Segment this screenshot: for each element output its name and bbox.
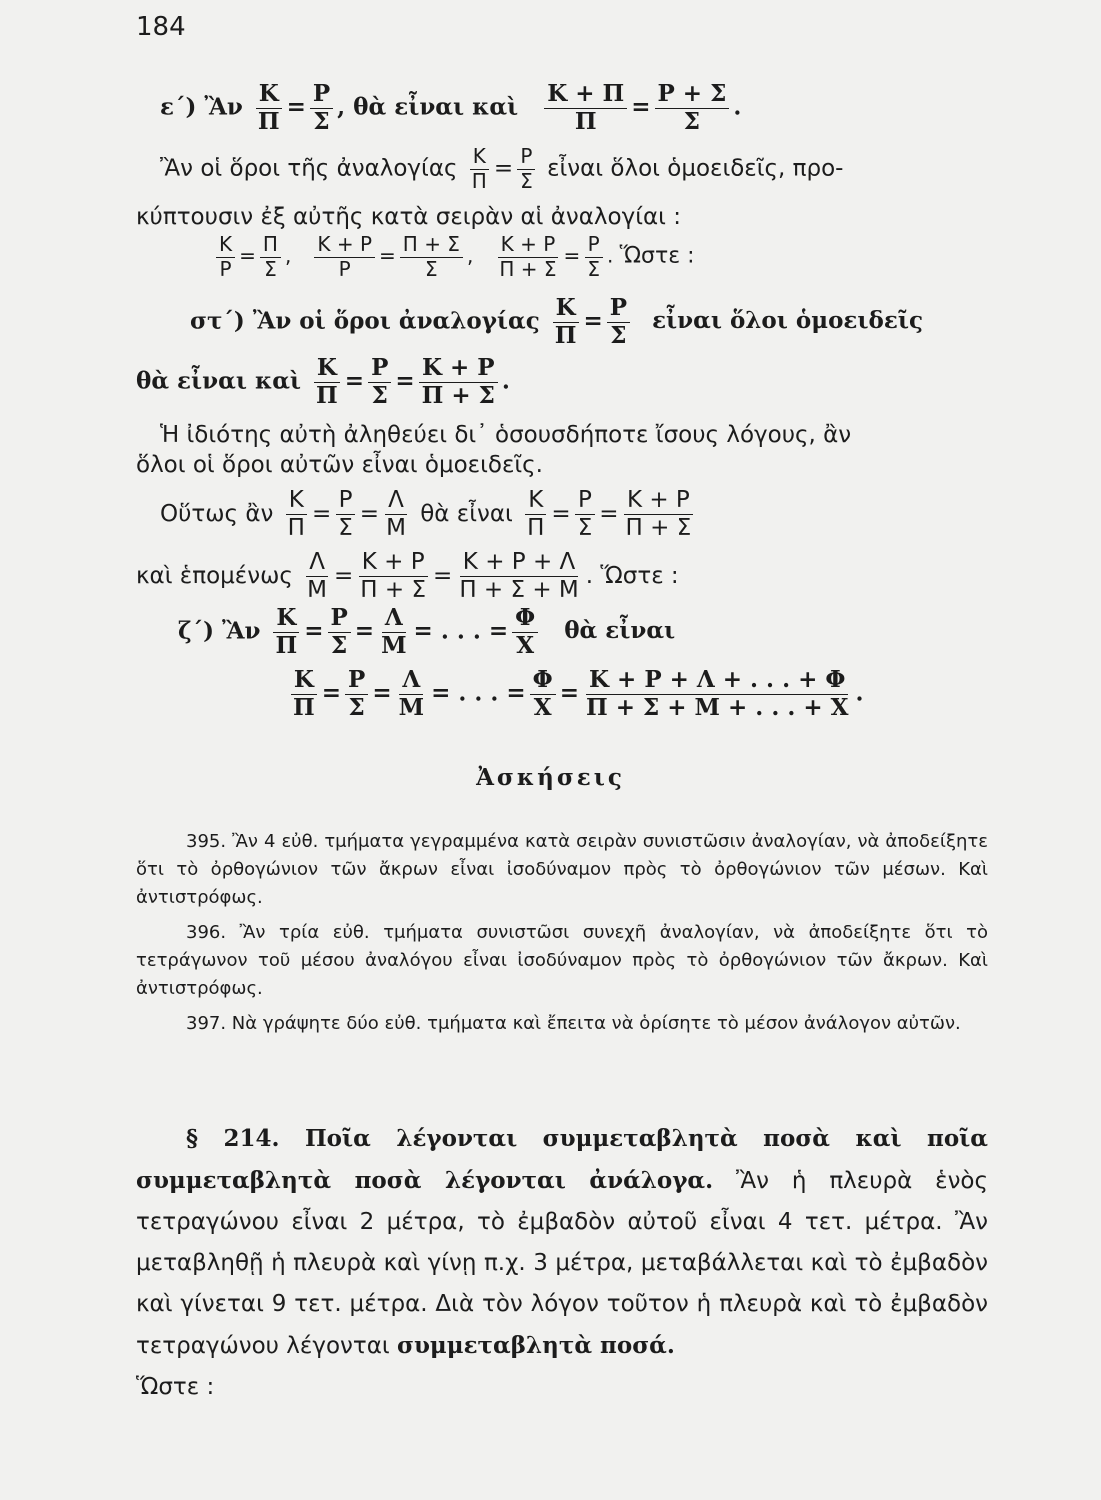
- numerator: Ρ: [517, 146, 535, 170]
- fraction: [584, 234, 603, 280]
- denominator: Σ: [610, 321, 627, 349]
- denominator: Χ: [516, 631, 535, 659]
- denominator: Μ: [381, 631, 407, 659]
- denominator: Σ: [520, 168, 533, 193]
- fraction: [583, 668, 851, 721]
- denominator: Χ: [533, 693, 552, 721]
- section-bold-term: συμμεταβλητὰ ποσά.: [396, 1332, 675, 1359]
- fraction: [345, 668, 368, 721]
- exercise-text: 395. Ἂν 4 εὐθ. τμήματα γεγραμμένα κατὰ σειρὰν συνιστῶσιν ἀναλογίαν, νὰ ἀποδείξητε ὅτι τὸ ὀρθογώνιον τῶν ἄκρων εἶναι ἰσοδύναμον πρὸς τὸ ὀρθογώνιον τῶν μέσων. Καὶ ἀντιστρόφως.: [136, 831, 988, 908]
- fraction: [255, 82, 283, 135]
- fraction: [419, 356, 498, 409]
- fraction: [272, 606, 300, 659]
- denominator: Π: [275, 631, 298, 659]
- rule-epsilon-label: ε΄) Ἂν: [160, 93, 243, 121]
- fraction: [456, 550, 581, 603]
- text-run: θὰ εἶναι: [420, 500, 513, 527]
- numerator: Π + Σ: [400, 234, 463, 258]
- numerator: Ρ: [336, 488, 356, 515]
- numerator: Ρ + Σ: [655, 82, 730, 109]
- numerator: Φ: [512, 606, 538, 633]
- fraction: [530, 668, 556, 721]
- denominator: Σ: [683, 107, 701, 135]
- rule-epsilon-text: , θὰ εἶναι καὶ: [337, 93, 519, 121]
- denominator: Σ: [577, 514, 593, 541]
- denominator: Μ: [398, 693, 425, 721]
- denominator: Π: [574, 107, 597, 135]
- period: .: [733, 93, 742, 121]
- rule-epsilon: [160, 82, 1010, 135]
- equation-row: $\frac{K}{P}$ = $\frac{\Pi}{\Sigma}$ , $\frac{K + P}{P}$ = $\frac{\Pi + \Sigma}{\Sigma}$ , $\frac{K + P}{\Pi + \Sigma}$ = $\frac{P}{\Sigma}$ . Ὥστε :: [212, 234, 1062, 280]
- numerator: Ρ: [575, 488, 595, 515]
- text-run: Ὥστε :: [619, 243, 695, 269]
- fraction: [285, 488, 308, 541]
- numerator: Κ: [553, 296, 579, 323]
- text-line: κύπτουσιν ἐξ αὐτῆς κατὰ σειρὰν αἱ ἀναλογίαι :: [136, 204, 681, 230]
- fraction: [357, 550, 429, 603]
- fraction: [512, 606, 538, 659]
- denominator: Σ: [425, 256, 438, 281]
- text-line: ὅλοι οἱ ὅροι αὐτῶν εἶναι ὁμοειδεῖς.: [136, 452, 543, 478]
- text-run: εἶναι ὅλοι ὁμοειδεῖς: [652, 307, 923, 335]
- denominator: Π: [293, 693, 315, 721]
- section-title: § 214. Ποῖα λέγονται συμμεταβλητὰ ποσὰ καὶ ποῖα συμμεταβλητὰ ποσὰ λέγονται ἀνάλογα.: [136, 1125, 988, 1194]
- numerator: Λ: [385, 488, 407, 515]
- fraction: [400, 234, 463, 280]
- numerator: Ρ: [368, 356, 391, 383]
- text-run: καὶ ἑπομένως: [136, 562, 293, 589]
- numerator: Φ: [530, 668, 556, 695]
- denominator: Π + Σ + Μ + . . . + Χ: [586, 693, 849, 721]
- denominator: Σ: [587, 256, 600, 281]
- denominator: Ρ: [219, 256, 232, 281]
- numerator: Κ: [273, 606, 299, 633]
- fraction: [378, 606, 409, 659]
- fraction: [304, 550, 330, 603]
- numerator: Κ: [216, 234, 235, 258]
- text-run: θὰ εἶναι: [564, 617, 676, 645]
- fraction: [552, 296, 580, 349]
- exercise-text: 396. Ἂν τρία εὐθ. τμήματα συνιστῶσι συνεχῆ ἀναλογίαν, νὰ ἀποδείξητε ὅτι τὸ τετράγωνον τοῦ μέσου ἀναλόγου εἶναι ἰσοδύναμον πρὸς τὸ ὀρθογώνιον τῶν ἄκρων. Καὶ ἀντιστρόφως.: [136, 922, 988, 999]
- section-214: [136, 1118, 988, 1408]
- equation-row: Οὕτως ἂν $\frac{K}{\Pi}$ = $\frac{P}{\Sigma}$ = $\frac{\Lambda}{M}$ θὰ εἶναι $\frac{K}{\Pi}$ = $\frac{P}{\Sigma}$ = $\frac{K + P}{\Pi + \Sigma}$: [160, 488, 1010, 541]
- denominator: Π: [316, 381, 338, 409]
- denominator: Π: [287, 514, 305, 541]
- numerator: Κ + Ρ: [419, 356, 498, 383]
- section-body: Ἂν ἡ πλευρὰ ἑνὸς τετραγώνου εἶναι 2 μέτρα, τὸ ἐμβαδὸν αὐτοῦ εἶναι 4 τετ. μέτρα. Ἂν μεταβληθῇ ἡ πλευρὰ καὶ γίνῃ π.χ. 3 μέτρα, μεταβάλλεται καὶ τὸ ἐμβαδὸν καὶ γίνεται 9 τετ. μέτρα. Διὰ τὸν λόγον τοῦτον ἡ πλευρὰ καὶ τὸ ἐμβαδὸν τετραγώνου λέγονται: [136, 1168, 988, 1359]
- equation-row: καὶ ἑπομένως $\frac{\Lambda}{M}$ = $\frac{K + P}{\Pi + \Sigma}$ = $\frac{K + P + \Lambda}{\Pi + \Sigma + M}$ . Ὥστε :: [136, 549, 679, 603]
- denominator: Μ: [386, 514, 406, 541]
- fraction: [383, 488, 409, 541]
- denominator: Π: [527, 514, 545, 541]
- numerator: Λ: [382, 606, 406, 633]
- denominator: Σ: [331, 631, 348, 659]
- fraction: [517, 146, 536, 192]
- exercise-395: [136, 828, 988, 912]
- exercise-text: 397. Νὰ γράψητε δύο εὐθ. τμήματα καὶ ἔπειτα νὰ ὁρίσητε τὸ μέσον ἀνάλογον αὐτῶν.: [186, 1013, 961, 1034]
- text-run: Ἂν οἱ ὅροι τῆς ἀναλογίας: [160, 155, 458, 182]
- fraction: [260, 234, 281, 280]
- fraction: [310, 82, 333, 135]
- numerator: Ρ: [310, 82, 333, 109]
- text-paragraph: Ἂν οἱ ὅροι τῆς ἀναλογίας $\frac{K}{\Pi}$ = $\frac{P}{\Sigma}$ εἶναι ὅλοι ὁμοειδεῖς, προ-: [160, 144, 844, 193]
- rule-st: στ΄) Ἂν οἱ ὅροι ἀναλογίας $\frac{K}{\Pi}$ = $\frac{P}{\Sigma}$ εἶναι ὅλοι ὁμοειδεῖς: [190, 294, 923, 349]
- numerator: Κ + Ρ: [359, 550, 428, 577]
- numerator: Κ + Ρ: [624, 488, 693, 515]
- rule-zeta: ζ΄) Ἂν $\frac{K}{\Pi}$ = $\frac{P}{\Sigma}$ = $\frac{\Lambda}{M}$ = . . . = $\frac{\Phi}{X}$ θὰ εἶναι: [178, 604, 676, 659]
- denominator: Π + Σ: [421, 381, 495, 409]
- denominator: Σ: [338, 514, 353, 541]
- denominator: Π + Σ: [499, 256, 557, 281]
- numerator: Π: [260, 234, 281, 258]
- ellipsis: = . . . =: [431, 679, 526, 707]
- numerator: Κ + Π: [544, 82, 627, 109]
- exercise-397: [136, 1010, 988, 1038]
- denominator: Σ: [264, 256, 277, 281]
- denominator: Μ: [307, 576, 328, 603]
- denominator: Π + Σ + Μ: [459, 576, 579, 603]
- ellipsis: = . . . =: [413, 617, 509, 645]
- text-line: Ἡ ἰδιότης αὐτὴ ἀληθεύει δι᾽ ὁσουσδήποτε ἴσους λόγους, ἂν: [160, 422, 852, 448]
- text-run: Ὥστε :: [600, 562, 679, 589]
- denominator: Σ: [313, 107, 330, 135]
- section-after: Ὥστε :: [136, 1374, 215, 1400]
- fraction: [496, 234, 559, 280]
- rule-zeta-cont: $\frac{K}{\Pi}$ = $\frac{P}{\Sigma}$ = $\frac{\Lambda}{M}$ = . . . = $\frac{\Phi}{X}$ = $\frac{K + P + \Lambda + . . . + \Phi}{\Pi + \Sigma + M + . . . + X}$ .: [286, 668, 1101, 721]
- denominator: Π: [554, 321, 577, 349]
- numerator: Κ: [525, 488, 546, 515]
- numerator: Ρ: [607, 296, 630, 323]
- fraction: [575, 488, 596, 541]
- rule-st-cont: θὰ εἶναι καὶ $\frac{K}{\Pi}$ = $\frac{P}{\Sigma}$ = $\frac{K + P}{\Pi + \Sigma}$ .: [136, 354, 510, 409]
- denominator: Π + Σ: [360, 576, 427, 603]
- fraction: [655, 82, 730, 135]
- page-number: 184: [136, 12, 186, 42]
- exercises-heading: Ἀσκήσεις: [476, 764, 625, 791]
- numerator: Κ + Ρ: [498, 234, 559, 258]
- numerator: Κ: [291, 668, 317, 695]
- numerator: Κ: [256, 82, 282, 109]
- fraction: [469, 146, 490, 192]
- text-run: εἶναι ὅλοι ὁμοειδεῖς, προ-: [547, 155, 844, 182]
- equals-sign: =: [631, 93, 651, 121]
- fraction: [216, 234, 235, 280]
- fraction: [368, 356, 391, 409]
- numerator: Κ: [286, 488, 307, 515]
- numerator: Ρ: [328, 606, 351, 633]
- fraction: [607, 296, 630, 349]
- numerator: Λ: [399, 668, 423, 695]
- denominator: Ρ: [338, 256, 351, 281]
- numerator: Ρ: [345, 668, 368, 695]
- fraction: [290, 668, 318, 721]
- fraction: [524, 488, 547, 541]
- fraction: [544, 82, 627, 135]
- rule-st-label: στ΄) Ἂν οἱ ὅροι ἀναλογίας: [190, 307, 540, 335]
- numerator: Ρ: [585, 234, 603, 258]
- rule-zeta-label: ζ΄) Ἂν: [178, 617, 261, 645]
- numerator: Κ + Ρ + Λ + . . . + Φ: [586, 668, 848, 695]
- numerator: Κ + Ρ + Λ: [460, 550, 578, 577]
- numerator: Κ + Ρ: [314, 234, 375, 258]
- fraction: [623, 488, 695, 541]
- text-run: Οὕτως ἂν: [160, 500, 274, 527]
- denominator: Π: [257, 107, 280, 135]
- denominator: Σ: [371, 381, 388, 409]
- denominator: Π + Σ: [625, 514, 692, 541]
- fraction: [314, 234, 375, 280]
- fraction: [396, 668, 427, 721]
- fraction: [313, 356, 341, 409]
- equals-sign: =: [286, 93, 306, 121]
- fraction: [335, 488, 356, 541]
- fraction: [328, 606, 351, 659]
- exercise-396: [136, 919, 988, 1003]
- numerator: Κ: [314, 356, 340, 383]
- numerator: Κ: [470, 146, 489, 170]
- denominator: Π: [471, 168, 487, 193]
- denominator: Σ: [348, 693, 365, 721]
- numerator: Λ: [306, 550, 328, 577]
- text-run: θὰ εἶναι καὶ: [136, 367, 302, 395]
